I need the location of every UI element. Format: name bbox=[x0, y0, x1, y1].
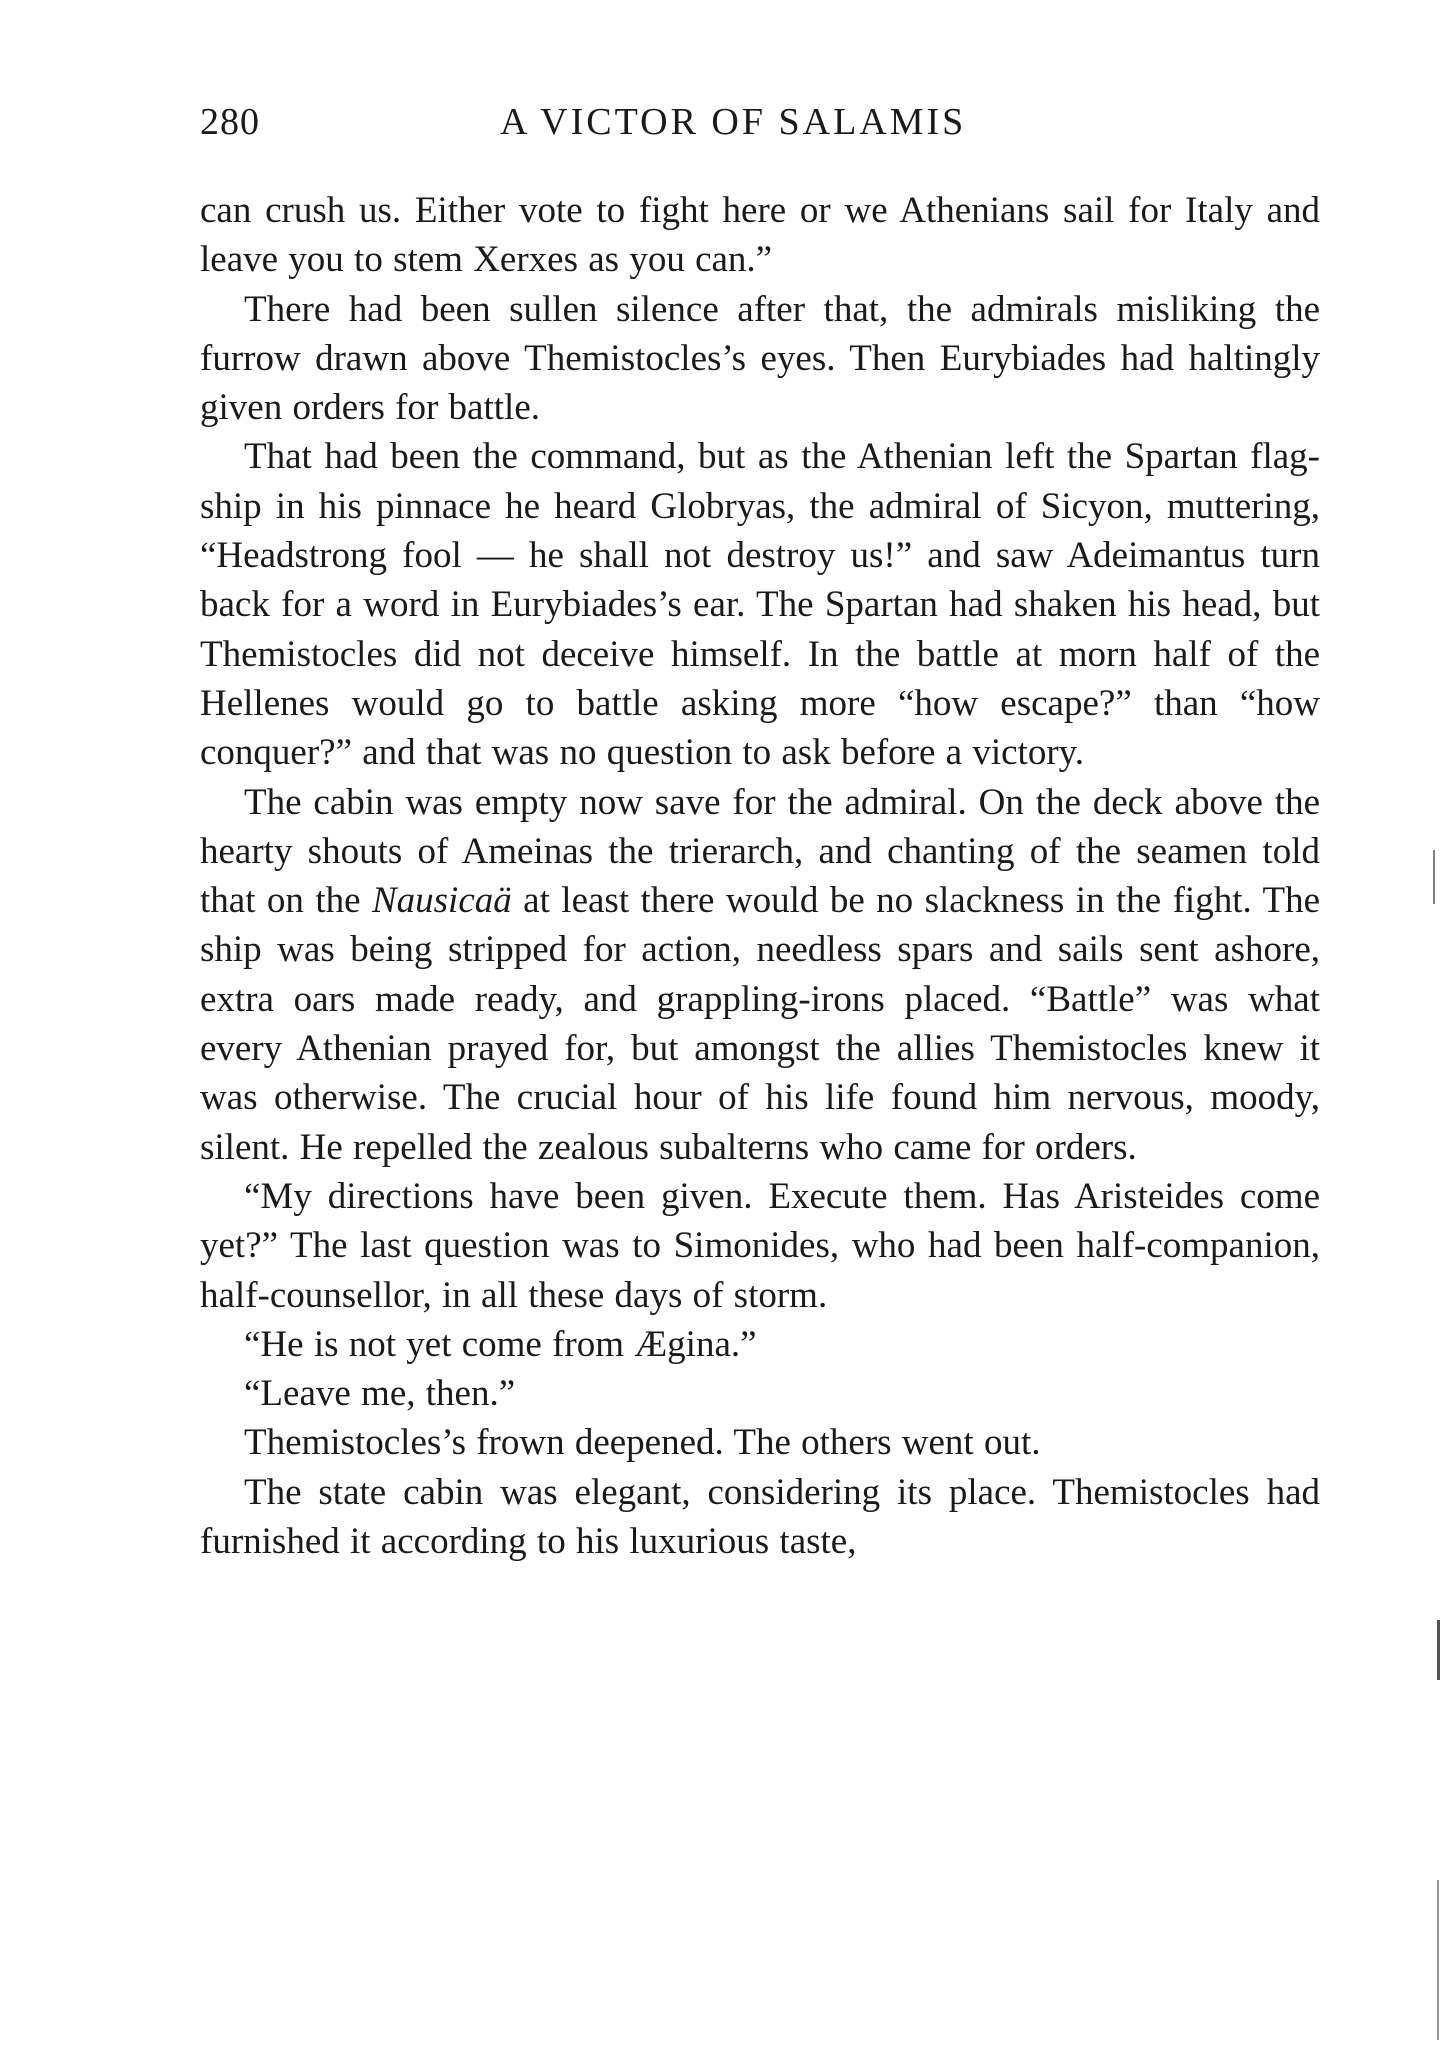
paragraph-text: The cabin was empty now save for the admiral. On the deck above the hearty shouts of Ameinas the trierarch, and chanting of the seamen told that on the bbox=[200, 781, 1320, 922]
margin-mark bbox=[1433, 850, 1435, 904]
paragraph: “Leave me, then.” bbox=[244, 1373, 516, 1415]
page-number: 280 bbox=[200, 101, 260, 143]
paragraph bbox=[200, 778, 1320, 1172]
paragraph: “He is not yet come from Ægina.” bbox=[244, 1323, 757, 1365]
running-title: A VICTOR OF SALAMIS bbox=[500, 101, 967, 143]
paragraph: “My directions have been given. Execute them. Has Aristeides come yet?” The last question was to Simonides, who had been half-companion, half-counsellor, in all these days of storm. bbox=[200, 1175, 1320, 1316]
page-header bbox=[200, 96, 1320, 148]
paragraph: That had been the command, but as the Athenian left the Spartan flag-ship in his pinnace he heard Globryas, the admiral of Sicyon, muttering, “Headstrong fool — he shall not destroy us!” and saw Adeimantus turn back for a word in Eurybiades’s ear. The Spartan had shaken his head, but Themistocles did not deceive himself. In the battle at morn half of the Hellenes would go to battle asking more “how escape?” than “how conquer?” and that was no question to ask before a victory. bbox=[200, 436, 1320, 774]
ship-name: Nausicaä bbox=[371, 880, 512, 922]
paragraph: There had been sullen silence after that, the admirals misliking the furrow drawn above Themistocles’s eyes. Then Eurybiades had haltingly given orders for battle. bbox=[200, 288, 1320, 429]
paragraph-text: at least there would be no slackness in the fight. The ship was being stripped for action, needless spars and sails sent ashore, extra oars made ready, and grappling-irons placed. “Battle” was what every Athenian prayed for, but amongst the allies Themistocles knew it was otherwise. The crucial hour of his life found him nervous, moody, silent. He repelled the zealous subalterns who came for orders. bbox=[200, 880, 1321, 1168]
paragraph: can crush us. Either vote to fight here or we Athenians sail for Italy and leave you to stem Xerxes as you can.” bbox=[200, 190, 1320, 281]
margin-mark bbox=[1437, 1880, 1439, 2040]
body-text bbox=[200, 186, 1320, 1566]
paragraph: The state cabin was elegant, considering its place. Themistocles had furnished it according to his luxurious taste, bbox=[200, 1471, 1320, 1563]
paragraph: Themistocles’s frown deepened. The others went out. bbox=[244, 1422, 1041, 1464]
